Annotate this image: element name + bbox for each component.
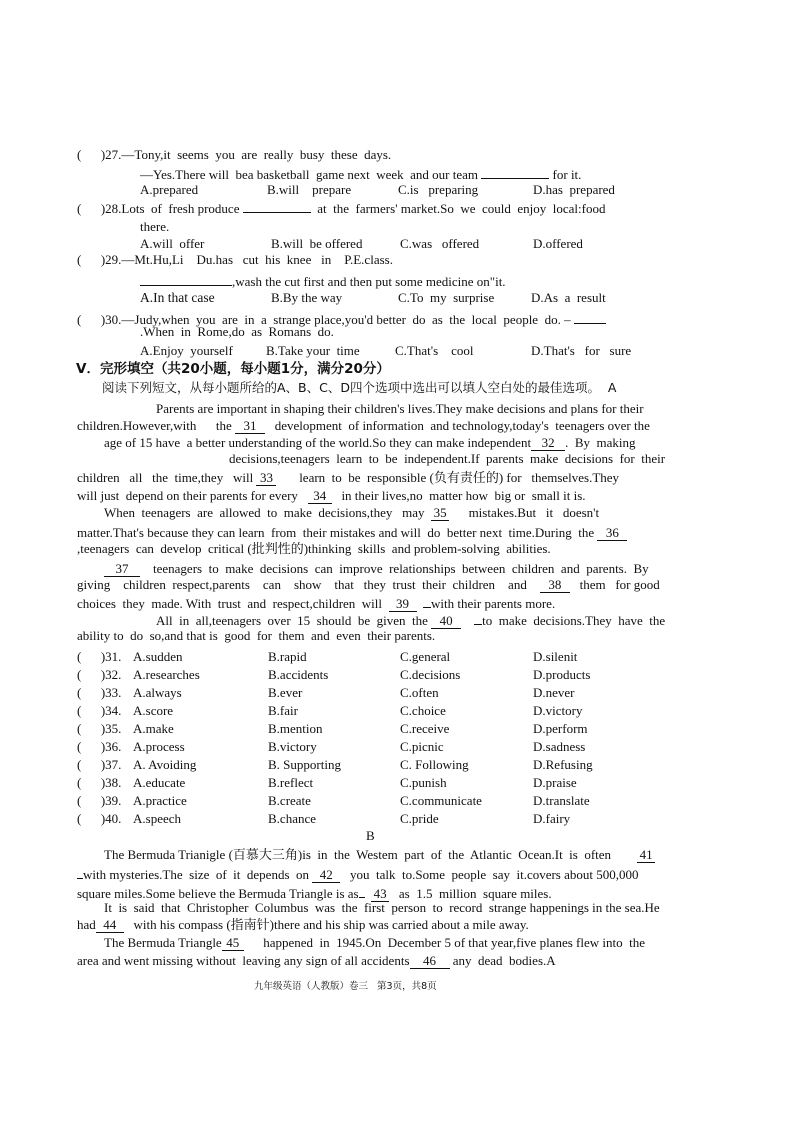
- q28-option-d[interactable]: D.offered: [533, 236, 583, 251]
- blank-36[interactable]: 36: [597, 526, 627, 541]
- choice-option-b[interactable]: B.create: [268, 793, 311, 808]
- q29-option-d[interactable]: D.As a result: [531, 290, 606, 305]
- q28-option-b[interactable]: B.will be offered: [271, 236, 363, 251]
- choice-option-c[interactable]: C.receive: [400, 721, 450, 736]
- passage-a-line: children.However,with the 31 development of information and technology,today's teenagers over the: [77, 418, 650, 433]
- choice-option-a[interactable]: A.educate: [133, 775, 186, 790]
- q29-line1: ( )29.—Mt.Hu,Li Du.has cut his knee in P.E.class.: [77, 252, 393, 267]
- answer-blank[interactable]: [243, 198, 311, 213]
- choice-option-b[interactable]: B.ever: [268, 685, 303, 700]
- choice-row-number: ( )39.: [77, 793, 122, 808]
- q29-option-b[interactable]: B.By the way: [271, 290, 343, 305]
- passage-a-line: Parents are important in shaping their children's lives.They make decisions and plans for their: [156, 401, 644, 416]
- passage-a-line: matter.That's because they can learn from their mistakes and will do better next time.During the 36: [77, 525, 627, 541]
- choice-option-c[interactable]: C.communicate: [400, 793, 482, 808]
- choice-option-a[interactable]: A.speech: [133, 811, 182, 826]
- passage-b-line: with mysteries.The size of it depends on 42 you talk to.Some people say it.covers about 500,000: [77, 864, 639, 883]
- choice-option-b[interactable]: B.rapid: [268, 649, 307, 664]
- choice-row-number: ( )31.: [77, 649, 122, 664]
- q29-option-a[interactable]: A.In that case: [140, 290, 215, 305]
- passage-a-line: choices they made. With trust and respect,children will 39 with their parents more.: [77, 593, 555, 612]
- answer-blank[interactable]: [481, 164, 549, 179]
- blank-43[interactable]: 43: [371, 887, 389, 902]
- choice-option-d[interactable]: D.silenit: [533, 649, 578, 664]
- q30-option-b[interactable]: B.Take your time: [266, 343, 360, 358]
- page-footer: 九年级英语（人教版）卷三 第3页，共8页: [254, 981, 437, 992]
- q29-line2: ,wash the cut first and then put some medicine on"it.: [140, 271, 506, 290]
- choice-option-b[interactable]: B.victory: [268, 739, 317, 754]
- blank-34[interactable]: 34: [308, 489, 332, 504]
- section-title: V．完形填空（共20小题，每小题1分，满分20分）: [76, 361, 390, 377]
- passage-a-line: will just depend on their parents for every 34 in their lives,no matter how big or small it is.: [77, 488, 586, 503]
- choice-option-c[interactable]: C.general: [400, 649, 451, 664]
- q27-number: ( )27.: [77, 147, 122, 162]
- passage-a-line: decisions,teenagers learn to be independent.If parents make decisions for their: [229, 451, 666, 466]
- passage-a-line: When teenagers are allowed to make decisions,they may 35 mistakes.But it doesn't: [104, 505, 600, 520]
- choice-option-c[interactable]: C.punish: [400, 775, 447, 790]
- passage-b-line: The Bermuda Trianigle (百慕大三角)is in the Westem part of the Atlantic Ocean.It is often 41: [104, 847, 655, 863]
- choice-option-c[interactable]: C. Following: [400, 757, 469, 772]
- q28-option-c[interactable]: C.was offered: [400, 236, 480, 251]
- choice-row-number: ( )34.: [77, 703, 122, 718]
- choice-option-c[interactable]: C.decisions: [400, 667, 461, 682]
- passage-b-line: The Bermuda Triangle 45 happened in 1945.On December 5 of that year,five planes flew into the: [104, 935, 645, 950]
- q30-option-c[interactable]: C.That's cool: [395, 343, 474, 358]
- choice-option-b[interactable]: B. Supporting: [268, 757, 341, 772]
- section-instruction: 阅读下列短文，从每小题所给的A、B、C、D四个选项中选出可以填人空白处的最佳选项。 A: [102, 380, 617, 395]
- choice-option-d[interactable]: D.fairy: [533, 811, 571, 826]
- choice-row-number: ( )33.: [77, 685, 122, 700]
- blank-33[interactable]: 33: [256, 471, 276, 486]
- blank-40[interactable]: 40: [431, 614, 461, 629]
- choice-option-d[interactable]: D.perform: [533, 721, 588, 736]
- passage-a-line: children all the time,they will 33 learn to be responsible (负有责任的) for themselves.They: [77, 470, 620, 485]
- blank-35[interactable]: 35: [431, 506, 449, 521]
- choice-option-b[interactable]: B.chance: [268, 811, 317, 826]
- choice-option-d[interactable]: D.translate: [533, 793, 590, 808]
- q30-option-a[interactable]: A.Enjoy yourself: [140, 343, 233, 358]
- blank-41[interactable]: 41: [637, 848, 655, 863]
- answer-blank[interactable]: [140, 271, 232, 286]
- passage-b-line: It is said that Christopher Columbus was the first person to record strange happenings in the sea.He: [104, 900, 660, 915]
- choice-option-c[interactable]: C.pride: [400, 811, 439, 826]
- choice-option-a[interactable]: A.practice: [133, 793, 187, 808]
- blank-32[interactable]: 32: [531, 436, 565, 451]
- choice-row-number: ( )40.: [77, 811, 122, 826]
- q30-line2: .When in Rome,do as Romans do.: [140, 324, 334, 339]
- passage-a-line: giving children respect,parents can show that they trust their children and 38 them for good: [77, 577, 660, 592]
- choice-option-c[interactable]: C.choice: [400, 703, 446, 718]
- choice-option-d[interactable]: D.victory: [533, 703, 583, 718]
- q28-number: ( )28.: [77, 201, 122, 216]
- choice-option-a[interactable]: A.score: [133, 703, 174, 718]
- choice-row-number: ( )37.: [77, 757, 122, 772]
- q27-option-a[interactable]: A.prepared: [140, 182, 199, 197]
- q28-line2: there.: [140, 219, 170, 234]
- choice-option-c[interactable]: C.often: [400, 685, 439, 700]
- choice-row-number: ( )35.: [77, 721, 122, 736]
- blank-38[interactable]: 38: [540, 578, 570, 593]
- choice-row-number: ( )32.: [77, 667, 122, 682]
- passage-a-line: ,teenagers can develop critical (批判性的)thinking skills and problem-solving abilities.: [77, 541, 551, 556]
- passage-b-line: had 44 with his compass (指南针)there and his ship was carried about a mile away.: [77, 917, 529, 932]
- choice-option-a[interactable]: A.researches: [133, 667, 200, 682]
- q28-line1: ( )28.Lots of fresh produce at the farmers' market.So we could enjoy local:food: [77, 198, 606, 217]
- choice-option-b[interactable]: B.mention: [268, 721, 323, 736]
- choice-option-a[interactable]: A. Avoiding: [133, 757, 197, 772]
- passage-a-line: 37 teenagers to make decisions can improve relationships between children and parents. By: [104, 561, 649, 577]
- choice-option-d[interactable]: D.Refusing: [533, 757, 593, 772]
- q28-option-a[interactable]: A.will offer: [140, 236, 205, 251]
- choice-option-b[interactable]: B.reflect: [268, 775, 314, 790]
- choice-row-number: ( )36.: [77, 739, 122, 754]
- choice-option-b[interactable]: B.fair: [268, 703, 298, 718]
- choice-option-a[interactable]: A.process: [133, 739, 185, 754]
- passage-a-line: All in all,teenagers over 15 should be given the 40 to make decisions.They have the: [156, 610, 665, 629]
- choice-option-a[interactable]: A.make: [133, 721, 174, 736]
- q29-number: ( )29.: [77, 252, 122, 267]
- choice-row-number: ( )38.: [77, 775, 122, 790]
- choice-option-d[interactable]: D.sadness: [533, 739, 586, 754]
- blank-46[interactable]: 46: [410, 954, 450, 969]
- choice-option-b[interactable]: B.accidents: [268, 667, 329, 682]
- q27-option-b[interactable]: B.will prepare: [267, 182, 352, 197]
- passage-b-line: area and went missing without leaving any sign of all accidents 46 any dead bodies.A: [77, 953, 556, 968]
- blank-39[interactable]: 39: [389, 597, 417, 612]
- passage-a-line: age of 15 have a better understanding of the world.So they can make independent 32 . By making: [104, 435, 636, 450]
- q27-option-d[interactable]: D.has prepared: [533, 182, 615, 197]
- blank-42[interactable]: 42: [312, 868, 340, 883]
- blank-31[interactable]: 31: [235, 419, 265, 434]
- blank-37[interactable]: 37: [104, 562, 140, 577]
- choice-option-a[interactable]: A.always: [133, 685, 182, 700]
- choice-option-c[interactable]: C.picnic: [400, 739, 444, 754]
- q30-number: ( )30.: [77, 312, 122, 327]
- choice-option-d[interactable]: D.products: [533, 667, 591, 682]
- choice-option-a[interactable]: A.sudden: [133, 649, 183, 664]
- passage-b-line: square miles.Some believe the Bermuda Triangle is as 43 as 1.5 million square miles.: [77, 883, 552, 902]
- q27-line2: —Yes.There will bea basketball game next week and our team for it.: [140, 164, 581, 183]
- passage-b-label: B: [366, 828, 375, 843]
- q27-option-c[interactable]: C.is preparing: [398, 182, 479, 197]
- answer-blank[interactable]: [574, 309, 606, 324]
- blank-45[interactable]: 45: [222, 936, 244, 951]
- choice-option-d[interactable]: D.never: [533, 685, 575, 700]
- q30-option-d[interactable]: D.That's for sure: [531, 343, 632, 358]
- blank-44[interactable]: 44: [96, 918, 124, 933]
- choice-option-d[interactable]: D.praise: [533, 775, 577, 790]
- passage-a-line: ability to do so,and that is good for them and even their parents.: [77, 628, 436, 643]
- q27-line1: ( )27.—Tony,it seems you are really busy these days.: [77, 147, 392, 162]
- q30-line1: ( )30.—Judy,when you are in a strange place,you'd better do as the local people do. –: [77, 309, 606, 328]
- q29-option-c[interactable]: C.To my surprise: [398, 290, 495, 305]
